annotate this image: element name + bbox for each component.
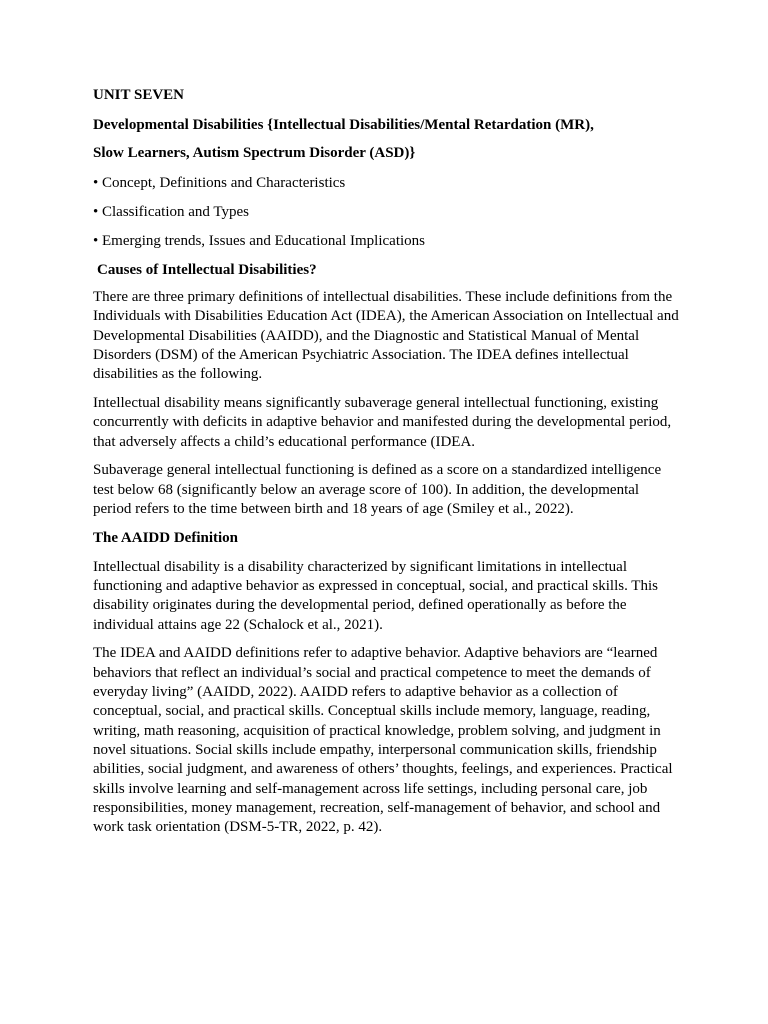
subtitle-line-1: Developmental Disabilities {Intellectual Disabilities/Mental Retardation (MR),	[93, 116, 594, 133]
bullet-item: • Concept, Definitions and Characteristics	[93, 174, 346, 191]
causes-heading: Causes of Intellectual Disabilities?	[97, 261, 317, 278]
paragraph-adaptive-behavior: The IDEA and AAIDD definitions refer to adaptive behavior. Adaptive behaviors are “learned behaviors that reflect an individual’s social and practical competence to meet the demands of everyday living” (AAIDD, 2022). AAIDD refers to adaptive behavior as a collection of conceptual, social, and practical skills. Conceptual skills include memory, language, reading, writing, math reasoning, acquisition of practical knowledge, problem solving, and judgment in novel situations. Social skills include empathy, interpersonal communication skills, friendship abilities, social judgment, and awareness of others’ thoughts, feelings, and experiences. Practical skills involve learning and self-management across life settings, including personal care, job responsibilities, money management, recreation, self-management of behavior, and school and work task orientation (DSM-5-TR, 2022, p. 42).	[93, 645, 673, 836]
paragraph-idea-definition: Intellectual disability means significantly subaverage general intellectual functioning, existing concurrently with deficits in adaptive behavior and manifested during the developmental period, that adversely affects a child’s educational performance (IDEA.	[93, 394, 672, 450]
unit-title: UNIT SEVEN	[93, 87, 185, 103]
bullet-item: • Emerging trends, Issues and Educational Implications	[93, 232, 425, 249]
document-page	[93, 86, 681, 847]
paragraph-aaidd-definition: Intellectual disability is a disability characterized by significant limitations in intellectual functioning and adaptive behavior as expressed in conceptual, social, and practical skills. This disability originates during the developmental period, defined operationally as before the individual attains age 22 (Schalock et al., 2021).	[93, 558, 658, 633]
bullet-item: • Classification and Types	[93, 203, 249, 220]
paragraph-subaverage-functioning: Subaverage general intellectual functioning is defined as a score on a standardized intelligence test below 68 (significantly below an average score of 100). In addition, the developmental period refers to the time between birth and 18 years of age (Smiley et al., 2022).	[93, 462, 662, 517]
subtitle-line-2: Slow Learners, Autism Spectrum Disorder (ASD)}	[93, 145, 416, 161]
aaidd-heading: The AAIDD Definition	[93, 529, 239, 546]
paragraph-definitions-intro: There are three primary definitions of intellectual disabilities. These include definitions from the Individuals with Disabilities Education Act (IDEA), the American Association on Intellectual and Developmental Disabilities (AAIDD), and the Diagnostic and Statistical Manual of Mental Disorders (DSM) of the American Psychiatric Association. The IDEA defines intellectual disabilities as the following.	[93, 289, 679, 383]
